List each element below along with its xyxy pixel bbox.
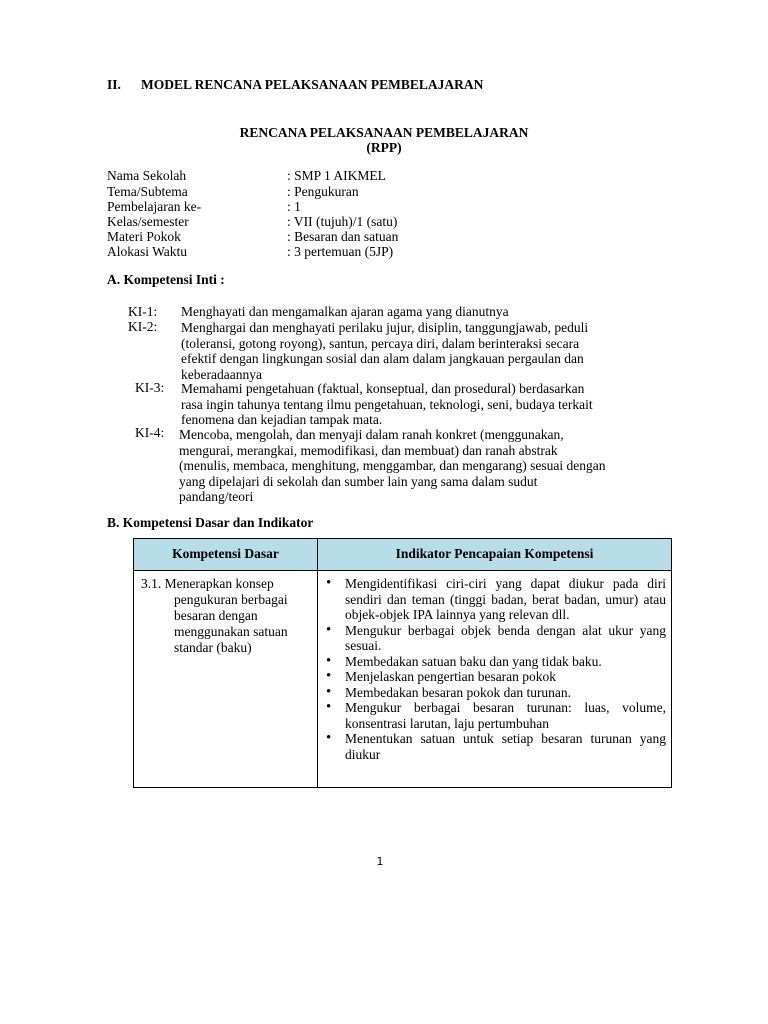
list-item: • Mengukur berbagai objek benda dengan alat ukur yang sesuai. xyxy=(319,623,670,654)
section-number: II. xyxy=(107,77,121,92)
document-subtitle: (RPP) xyxy=(366,140,402,155)
header-indikator: Indikator Pencapaian Kompetensi xyxy=(318,539,672,571)
kd-line: standar (baku) xyxy=(174,640,252,655)
info-value-class: : VII (tujuh)/1 (satu) xyxy=(287,214,398,229)
info-value-lesson: : 1 xyxy=(287,199,301,214)
info-label-school: Nama Sekolah xyxy=(107,168,187,183)
ki-2-line: efektif dengan lingkungan sosial dan alam dalam jangkauan pergaulan dan xyxy=(181,351,584,366)
ki-2-line: keberadaannya xyxy=(181,366,262,382)
section-title: MODEL RENCANA PELAKSANAAN PEMBELAJARAN xyxy=(141,77,484,92)
ki-3-text xyxy=(181,381,661,428)
page-number: 1 xyxy=(376,855,384,868)
list-item: • Mengukur berbagai besaran turunan: luas, volume, konsentrasi larutan, laju pertumbuhan xyxy=(319,700,670,731)
info-label-lesson: Pembelajaran ke- xyxy=(107,199,202,214)
ki-4-label: KI-4: xyxy=(135,425,165,440)
ki-3-line: Memahami pengetahuan (faktual, konseptual, dan prosedural) berdasarkan xyxy=(181,381,585,396)
ki-4-line: pandang/teori xyxy=(179,489,254,504)
kd-line: pengukuran berbagai xyxy=(174,592,288,607)
ki-2-line: (toleransi, gotong royong), santun, percaya diri, dalam berinteraksi secara xyxy=(181,335,580,351)
list-item: • Mengidentifikasi ciri-ciri yang dapat diukur pada diri sendiri dan teman (tinggi badan, berat badan, umur) atau objek-objek IPA lainnya yang relevan dll. xyxy=(319,576,670,623)
kd-line: besaran dengan xyxy=(174,608,258,623)
ki-3-label: KI-3: xyxy=(135,380,165,395)
ki-1-text xyxy=(181,304,661,320)
ki-heading: A. Kompetensi Inti : xyxy=(107,272,225,287)
ki-1-line: Menghayati dan mengamalkan ajaran agama yang dianutnya xyxy=(181,304,509,319)
table-header-row xyxy=(134,539,672,571)
header-kompetensi-dasar: Kompetensi Dasar xyxy=(134,539,318,571)
ki-2-label: KI-2: xyxy=(128,319,158,334)
ki-3-line: fenomena dan kejadian tampak mata. xyxy=(181,412,383,427)
ki-4-text xyxy=(179,427,661,505)
list-item: • Menjelaskan pengertian besaran pokok xyxy=(319,669,670,685)
list-item: • Membedakan satuan baku dan yang tidak baku. xyxy=(319,654,670,670)
info-label-theme: Tema/Subtema xyxy=(107,184,188,199)
ki-2-line: Menghargai dan menghayati perilaku jujur, disiplin, tanggungjawab, peduli xyxy=(181,320,589,335)
table-row xyxy=(134,571,672,788)
competency-table xyxy=(133,538,672,788)
list-item: • Membedakan besaran pokok dan turunan. xyxy=(319,685,670,701)
ki-4-line: Mencoba, mengolah, dan menyaji dalam ranah konkret (menggunakan, xyxy=(179,427,564,442)
info-label-material: Materi Pokok xyxy=(107,229,181,244)
ki-2-text xyxy=(181,320,661,382)
ki-4-line: yang dipelajari di sekolah dan sumber lain yang sama dalam sudut xyxy=(179,473,538,489)
info-value-school: : SMP 1 AIKMEL xyxy=(287,168,386,183)
document-title: RENCANA PELAKSANAAN PEMBELAJARAN xyxy=(239,125,529,140)
kd-cell xyxy=(134,571,318,788)
info-value-time: : 3 pertemuan (5JP) xyxy=(287,244,394,259)
info-label-class: Kelas/semester xyxy=(107,214,189,229)
kd-heading: B. Kompetensi Dasar dan Indikator xyxy=(107,515,314,530)
indicator-cell xyxy=(318,571,672,788)
info-value-theme: : Pengukuran xyxy=(287,184,359,199)
indicator-list xyxy=(319,576,670,762)
info-label-time: Alokasi Waktu xyxy=(107,244,188,259)
kd-line: 3.1. Menerapkan konsep xyxy=(141,576,274,591)
ki-4-line: (menulis, membaca, menghitung, menggambar, dan mengarang) sesuai dengan xyxy=(179,458,606,473)
ki-1-label: KI-1: xyxy=(128,304,158,319)
ki-3-line: rasa ingin tahunya tentang ilmu pengetahuan, teknologi, seni, budaya terkait xyxy=(181,396,593,412)
kd-line: menggunakan satuan xyxy=(174,624,288,639)
section-heading xyxy=(107,77,483,93)
list-item: • Menentukan satuan untuk setiap besaran turunan yang diukur xyxy=(319,731,670,762)
ki-4-line: mengurai, merangkai, memodifikasi, dan membuat) dan ranah abstrak xyxy=(179,442,558,458)
info-value-material: : Besaran dan satuan xyxy=(287,229,399,244)
